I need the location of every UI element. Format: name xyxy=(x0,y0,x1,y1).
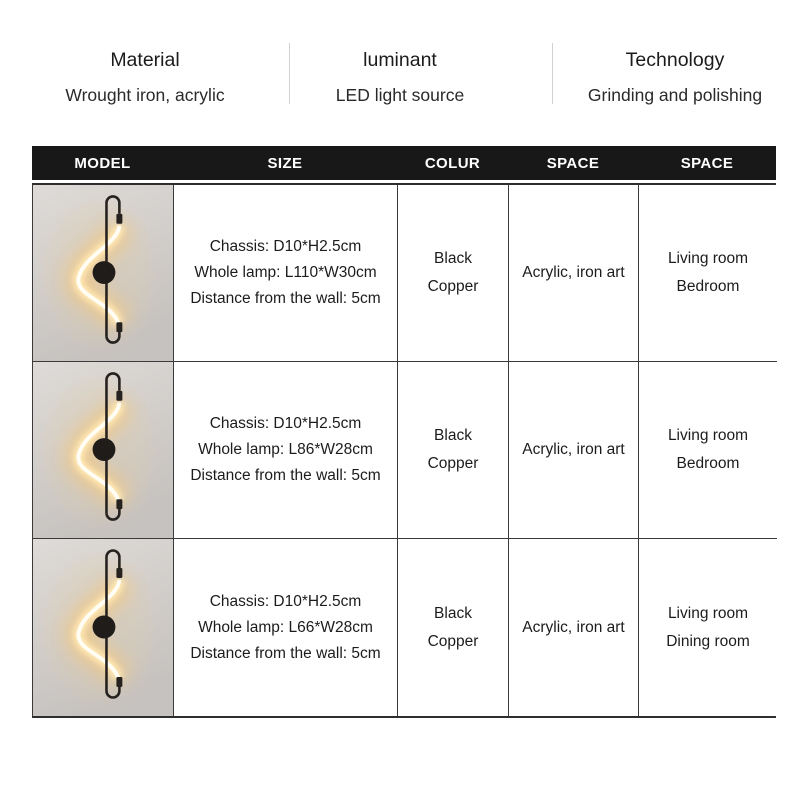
rooms-cell xyxy=(639,362,777,539)
material-cell xyxy=(509,185,639,362)
spec-table xyxy=(32,146,776,718)
column-header-model: MODEL xyxy=(74,154,131,172)
size-cell xyxy=(174,362,398,539)
vertical-divider xyxy=(552,43,553,104)
colour-option: Black xyxy=(434,604,472,622)
size-chassis: Chassis: D10*H2.5cm xyxy=(209,415,362,432)
table-header-row xyxy=(32,146,776,180)
size-distance: Distance from the wall: 5cm xyxy=(190,644,381,662)
size-whole: Whole lamp: L66*W28cm xyxy=(198,618,373,636)
material-text: Acrylic, iron art xyxy=(522,264,625,281)
product-photo-wall-lamp xyxy=(33,362,174,539)
info-column-illuminant xyxy=(270,49,530,105)
info-title: Technology xyxy=(625,49,725,71)
room-option: Dining room xyxy=(666,632,750,650)
room-option: Living room xyxy=(667,250,749,267)
table-row xyxy=(33,185,775,362)
wall-lamp-image xyxy=(33,362,173,538)
info-column-material xyxy=(15,49,275,105)
info-value: LED light source xyxy=(335,85,465,105)
material-text: Acrylic, iron art xyxy=(522,618,625,636)
rooms-cell xyxy=(639,185,777,362)
info-value: Grinding and polishing xyxy=(587,85,763,105)
column-header-size: SIZE xyxy=(267,154,303,172)
product-photo-wall-lamp xyxy=(33,185,174,362)
info-title: Material xyxy=(110,49,180,71)
room-option: Living room xyxy=(667,427,749,444)
size-distance: Distance from the wall: 5cm xyxy=(190,290,381,307)
info-column-technology xyxy=(545,49,800,105)
size-chassis: Chassis: D10*H2.5cm xyxy=(209,238,362,255)
size-whole: Whole lamp: L86*W28cm xyxy=(198,441,373,458)
table-row xyxy=(33,539,775,716)
vertical-divider xyxy=(289,43,290,104)
size-whole: Whole lamp: L110*W30cm xyxy=(194,264,377,281)
product-photo-wall-lamp xyxy=(33,539,174,716)
column-header-colour: COLUR xyxy=(424,154,481,172)
info-value: Wrought iron, acrylic xyxy=(65,85,225,105)
colour-option: Copper xyxy=(427,278,479,295)
colour-cell xyxy=(398,362,509,539)
size-chassis: Chassis: D10*H2.5cm xyxy=(209,592,362,610)
material-cell xyxy=(509,362,639,539)
colour-option: Black xyxy=(434,427,472,444)
column-header-space2: SPACE xyxy=(680,154,734,172)
table-body xyxy=(32,183,776,718)
info-title: luminant xyxy=(363,49,437,71)
colour-cell xyxy=(398,185,509,362)
colour-option: Copper xyxy=(427,632,479,650)
colour-option: Copper xyxy=(427,455,479,472)
column-header-space1: SPACE xyxy=(546,154,600,172)
colour-option: Black xyxy=(434,250,472,267)
size-distance: Distance from the wall: 5cm xyxy=(190,467,381,484)
room-option: Living room xyxy=(667,604,749,622)
material-cell xyxy=(509,539,639,716)
room-option: Bedroom xyxy=(676,455,740,472)
material-text: Acrylic, iron art xyxy=(522,441,625,458)
colour-cell xyxy=(398,539,509,716)
wall-lamp-image xyxy=(33,185,173,361)
table-row xyxy=(33,362,775,539)
size-cell xyxy=(174,539,398,716)
wall-lamp-image xyxy=(33,539,173,716)
room-option: Bedroom xyxy=(676,278,740,295)
rooms-cell xyxy=(639,539,777,716)
size-cell xyxy=(174,185,398,362)
